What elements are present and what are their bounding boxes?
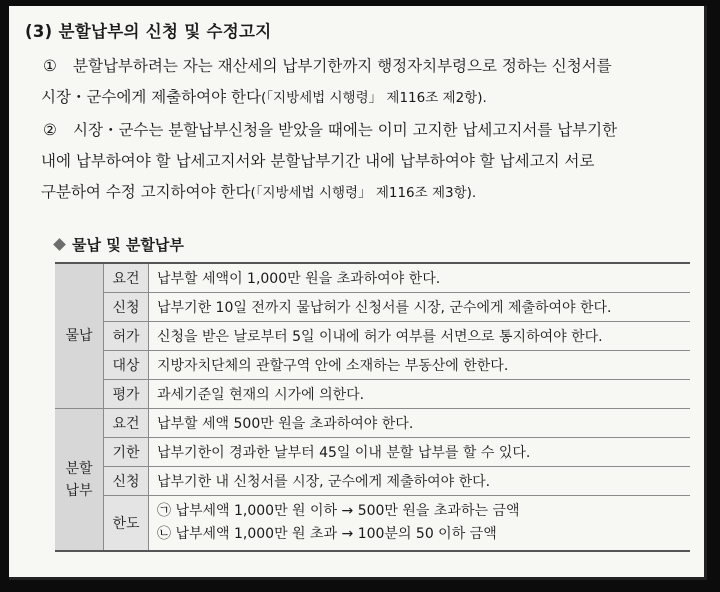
paragraph-1-line-1: 분할납부하려는 자는 재산세의 납부기한까지 행정자치부령으로 정하는 신청서를: [73, 57, 612, 75]
row-description: 과세기준일 현재의 시가에 의한다.: [149, 380, 691, 409]
table-row: [55, 263, 690, 293]
table-row: [55, 293, 690, 322]
table-row: [55, 409, 690, 438]
row-label: 요건: [104, 263, 149, 293]
table-row: [55, 322, 690, 351]
paragraph-2-number: ②: [43, 121, 57, 139]
category-line-2: 납부: [65, 482, 93, 499]
table-row: [55, 496, 690, 552]
paragraph-1-reference: (「지방세법 시행령」 제116조 제2항).: [261, 90, 487, 106]
table-title: [55, 234, 184, 255]
row-description: 납부할 세액 500만 원을 초과하여야 한다.: [149, 409, 691, 438]
limit-item-1: ㉠ 납부세액 1,000만 원 이하 → 500만 원을 초과하는 금액: [157, 503, 520, 519]
diamond-bullet-icon: [53, 238, 66, 251]
row-label: 허가: [104, 322, 149, 351]
limit-item-2: ㉡ 납부세액 1,000만 원 초과 → 100분의 50 이하 금액: [157, 526, 497, 542]
row-description: 납부기한이 경과한 날부터 45일 이내 분할 납부를 할 수 있다.: [149, 438, 691, 467]
row-description: [149, 496, 691, 552]
row-label: 평가: [104, 380, 149, 409]
paragraph-2: [43, 115, 682, 209]
paragraph-2-line-3: 구분하여 수정 고지하여야 한다: [41, 183, 251, 201]
table-row: [55, 438, 690, 467]
category-cell-in-kind: 물납: [55, 263, 104, 409]
row-label: 한도: [104, 496, 149, 552]
paragraph-2-reference: (「지방세법 시행령」 제116조 제3항).: [250, 185, 477, 201]
paragraph-1-line-2: 시장・군수에게 제출하여야 한다: [41, 88, 262, 106]
row-label: 요건: [104, 409, 149, 438]
row-label: 기한: [104, 438, 149, 467]
paragraph-1-number: ①: [43, 57, 57, 75]
table-row: [55, 467, 690, 496]
row-description: 신청을 받은 날로부터 5일 이내에 허가 여부를 서면으로 통지하여야 한다.: [149, 322, 691, 351]
row-label: 신청: [104, 467, 149, 496]
row-description: 납부기한 내 신청서를 시장, 군수에게 제출하여야 한다.: [149, 467, 691, 496]
table-row: [55, 380, 690, 409]
row-description: 납부할 세액이 1,000만 원을 초과하여야 한다.: [149, 263, 691, 293]
row-description: 지방자치단체의 관할구역 안에 소재하는 부동산에 한한다.: [149, 351, 691, 380]
category-line-1: 분할: [65, 460, 93, 477]
category-cell-installment: [55, 409, 104, 552]
table-row: [55, 351, 690, 380]
payment-table: [55, 262, 690, 552]
row-label: 대상: [104, 351, 149, 380]
row-label: 신청: [104, 293, 149, 322]
paragraph-2-line-1: 시장・군수는 분할납부신청을 받았을 때에는 이미 고지한 납세고지서를 납부기한: [73, 121, 618, 139]
paragraph-2-line-2: 내에 납부하여야 할 납세고지서와 분할납부기간 내에 납부하여야 할 납세고지 서로: [41, 152, 595, 170]
row-description: 납부기한 10일 전까지 물납허가 신청서를 시장, 군수에게 제출하여야 한다.: [149, 293, 691, 322]
table-title-text: 물납 및 분할납부: [72, 236, 184, 254]
document-page: [9, 6, 707, 580]
section-heading: (3) 분할납부의 신청 및 수정고지: [25, 22, 272, 41]
paragraph-1: [43, 51, 682, 114]
